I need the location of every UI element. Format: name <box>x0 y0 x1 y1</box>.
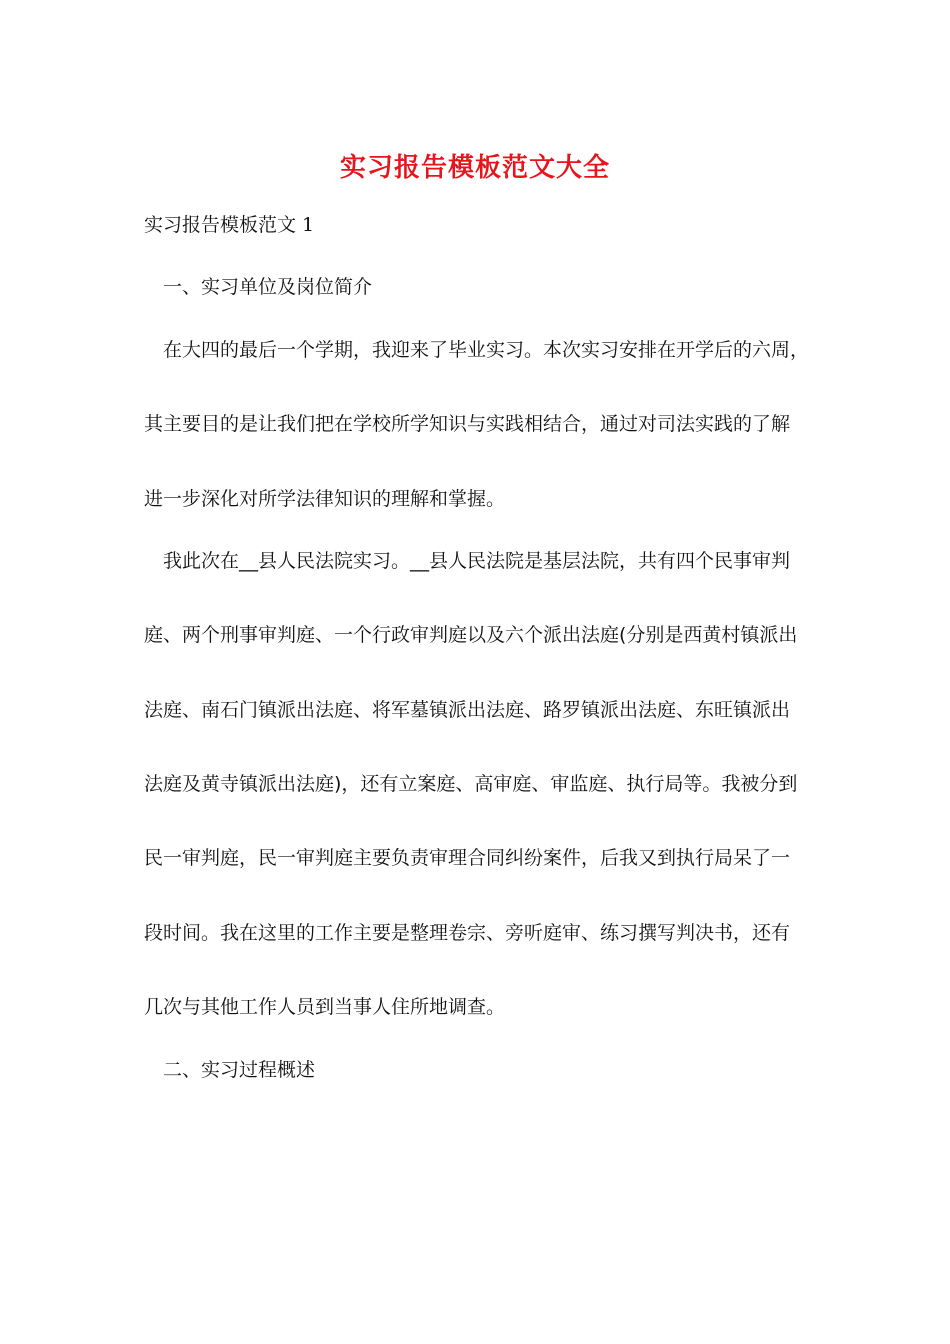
document-title: 实习报告模板范文大全 <box>339 153 610 183</box>
paragraph-line-8: 民一审判庭，民一审判庭主要负责审理合同纠纷案件，后我又到执行局呆了一 <box>144 847 791 869</box>
paragraph-line-10: 几次与其他工作人员到当事人住所地调查。 <box>144 996 506 1018</box>
paragraph-line-7: 法庭及黄寺镇派出法庭)，还有立案庭、高审庭、审监庭、执行局等。我被分到 <box>144 773 798 795</box>
paragraph-line-2: 其主要目的是让我们把在学校所学知识与实践相结合，通过对司法实践的了解 <box>144 413 791 435</box>
paragraph-line-4: 我此次在__县人民法院实习。__县人民法院是基层法院，共有四个民事审判 <box>163 550 791 572</box>
paragraph-line-3: 进一步深化对所学法律知识的理解和掌握。 <box>144 488 506 510</box>
paragraph-line-1: 在大四的最后一个学期，我迎来了毕业实习。本次实习安排在开学后的六周， <box>163 339 810 361</box>
section-heading-2: 二、实习过程概述 <box>163 1059 316 1081</box>
paragraph-line-5: 庭、两个刑事审判庭、一个行政审判庭以及六个派出法庭(分别是西黄村镇派出 <box>144 624 798 646</box>
paragraph-line-6: 法庭、南石门镇派出法庭、将军墓镇派出法庭、路罗镇派出法庭、东旺镇派出 <box>144 699 791 721</box>
document-subtitle: 实习报告模板范文 1 <box>144 214 315 236</box>
paragraph-line-9: 段时间。我在这里的工作主要是整理卷宗、旁听庭审、练习撰写判决书，还有 <box>144 922 791 944</box>
section-heading-1: 一、实习单位及岗位简介 <box>163 276 373 298</box>
